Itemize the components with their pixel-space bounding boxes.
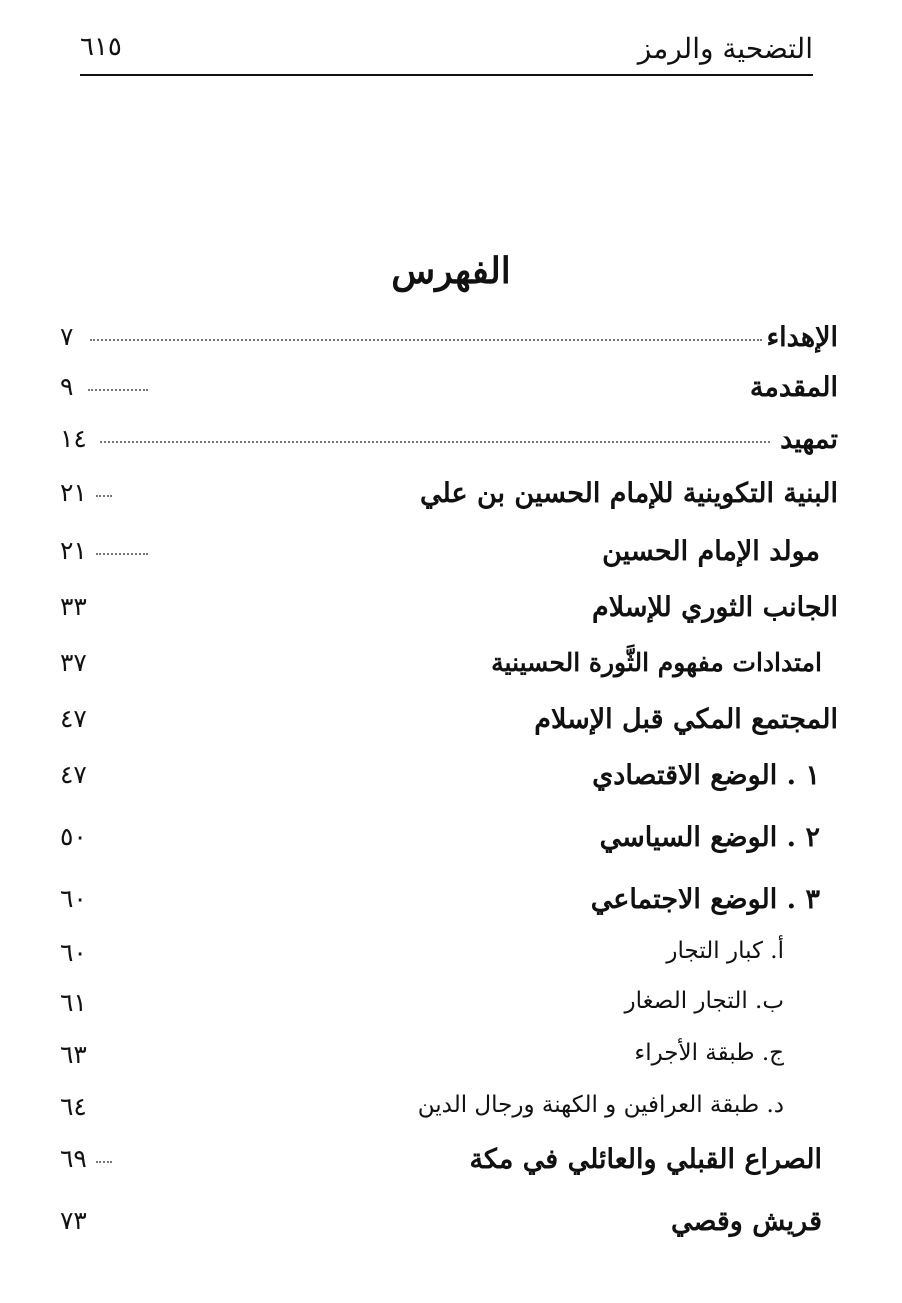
leader-dots [100, 439, 770, 443]
toc-entry-political [60, 822, 838, 866]
toc-entry-meccan-society [60, 704, 838, 748]
toc-entry-page: ٣٣ [60, 592, 87, 621]
toc-entry-introduction [60, 372, 838, 416]
book-title: التضحية والرمز [637, 32, 813, 65]
toc-entry-page: ٤٧ [60, 704, 87, 733]
toc-entry-page: ٤٧ [60, 760, 87, 789]
leader-dots [96, 551, 148, 555]
toc-entry-revolutionary-side [60, 592, 838, 636]
toc-entry-page: ٦٣ [60, 1040, 87, 1069]
toc-entry-formative-structure [60, 478, 838, 522]
toc-entry-label: الإهداء [766, 322, 838, 353]
toc-entry-extensions [60, 648, 838, 692]
toc-entry-page: ٧٣ [60, 1206, 87, 1235]
toc-entry-birth [60, 536, 838, 580]
toc-entry-page: ٧ [60, 322, 74, 351]
toc-entry-small-merchants [60, 988, 838, 1032]
toc-entry-label: مولد الإمام الحسين [602, 536, 820, 567]
page-number: ٦١٥ [80, 32, 122, 62]
toc-entry-label: ج. طبقة الأجراء [634, 1040, 784, 1066]
toc-entry-wage-workers [60, 1040, 838, 1084]
toc-entry-page: ١٤ [60, 424, 87, 453]
toc-entry-economic [60, 760, 838, 804]
toc-entry-page: ٣٧ [60, 648, 87, 677]
toc-entry-label: الصراع القبلي والعائلي في مكة [469, 1144, 822, 1175]
leader-dots [88, 387, 148, 391]
toc-entry-social [60, 884, 838, 928]
toc-entry-page: ٦٠ [60, 884, 87, 913]
toc-entry-label: د. طبقة العرافين و الكهنة ورجال الدين [417, 1092, 784, 1118]
toc-entry-tribal-conflict [60, 1144, 838, 1188]
toc-entry-label: تمهيد [780, 424, 838, 455]
toc-entry-page: ٩ [60, 372, 74, 401]
toc-entry-label: أ. كبار التجار [666, 938, 784, 964]
toc-title: الفهرس [391, 250, 511, 292]
toc-entry-label: ٣ . الوضع الاجتماعي [590, 884, 820, 915]
toc-entry-diviners [60, 1092, 838, 1136]
toc-entry-label: قريش وقصي [670, 1206, 822, 1237]
toc-entry-label: المقدمة [749, 372, 838, 403]
toc-entry-label: المجتمع المكي قبل الإسلام [534, 704, 838, 735]
toc-entry-label: ٢ . الوضع السياسي [599, 822, 820, 853]
toc-entry-page: ٥٠ [60, 822, 87, 851]
toc-entry-label: ١ . الوضع الاقتصادي [592, 760, 820, 791]
toc-entry-page: ٦٩ [60, 1144, 87, 1173]
running-header [80, 28, 813, 76]
toc-entry-dedication [60, 322, 838, 366]
toc-entry-page: ٦١ [60, 988, 87, 1017]
toc-entry-label: امتدادات مفهوم الثَّورة الحسينية [491, 648, 822, 677]
leader-dots [90, 337, 762, 341]
toc-entry-label: البنية التكوينية للإمام الحسين بن علي [420, 478, 838, 509]
toc-entry-page: ٢١ [60, 536, 87, 565]
toc-entry-big-merchants [60, 938, 838, 982]
toc-entry-label: ب. التجار الصغار [624, 988, 784, 1014]
toc-entry-label: الجانب الثوري للإسلام [592, 592, 838, 623]
toc-entry-page: ٢١ [60, 478, 87, 507]
toc-entry-preface [60, 424, 838, 468]
toc-entry-page: ٦٤ [60, 1092, 87, 1121]
leader-dots [96, 1159, 112, 1163]
toc-entry-page: ٦٠ [60, 938, 87, 967]
leader-dots [96, 493, 112, 497]
toc-entry-quraysh [60, 1206, 838, 1250]
